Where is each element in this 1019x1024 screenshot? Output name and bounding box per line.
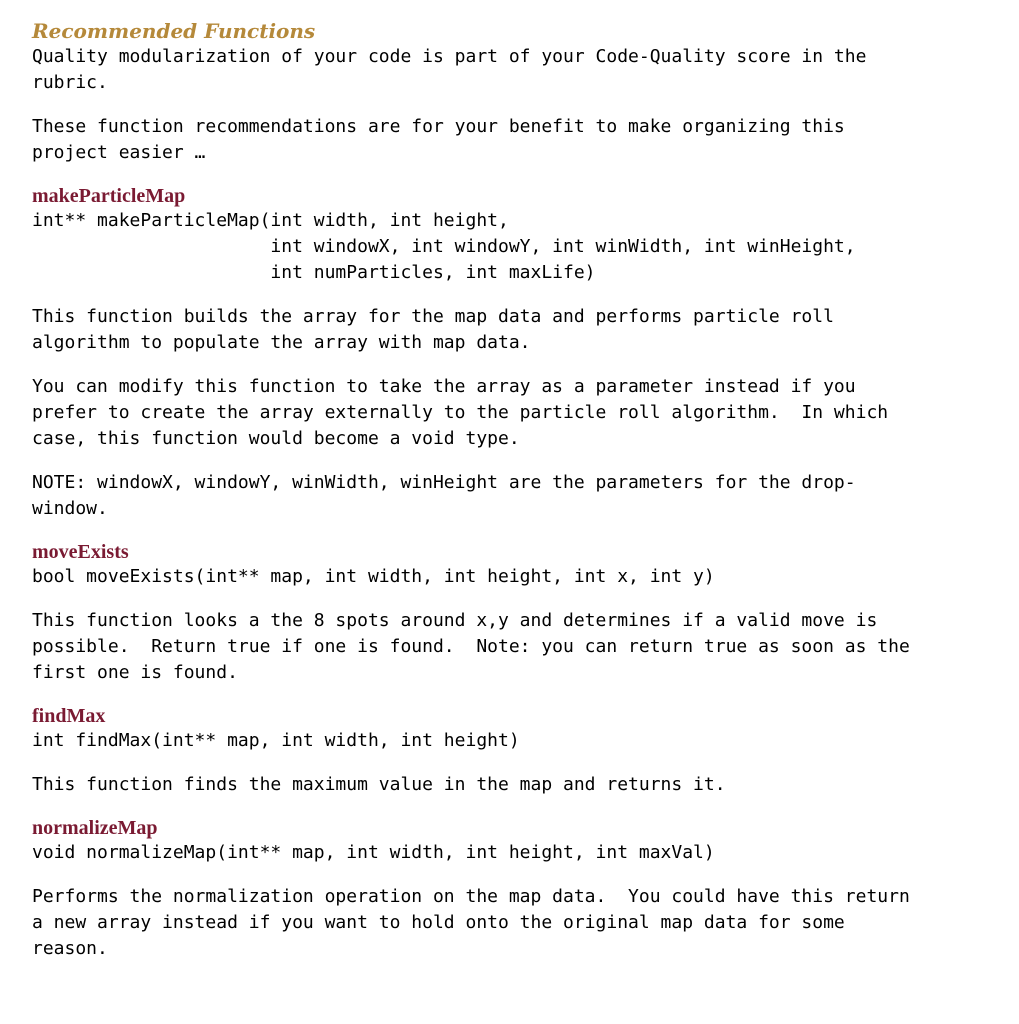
function-description: This function finds the maximum value in the map and returns it. (32, 774, 726, 795)
spacer (32, 522, 992, 540)
function-note: NOTE: windowX, windowY, winWidth, winHeight are the parameters for the drop- window. (32, 472, 856, 519)
spacer (32, 96, 992, 114)
spacer (32, 286, 992, 304)
spacer (32, 798, 992, 816)
function-description: This function looks a the 8 spots around x,y and determines if a valid move is possible. Return true if one is found. Note: you can return true as soon as the first one is found. (32, 610, 910, 683)
function-signature-moveExists: bool moveExists(int** map, int width, int height, int x, int y) (32, 566, 715, 587)
section-title: Recommended Functions (32, 19, 316, 43)
spacer (32, 166, 992, 184)
spacer (32, 866, 992, 884)
function-description: This function builds the array for the map data and performs particle roll algorithm to populate the array with map data. (32, 306, 834, 353)
function-description: You can modify this function to take the array as a parameter instead if you prefer to create the array externally to the particle roll algorithm. In which case, this function would become a void type. (32, 376, 889, 449)
function-signature-normalizeMap: void normalizeMap(int** map, int width, int height, int maxVal) (32, 842, 715, 863)
spacer (32, 686, 992, 704)
function-signature-makeParticleMap: int** makeParticleMap(int width, int height, int windowX, int windowY, int winWidth, int winHeight, int numParticles, int maxLife) (32, 210, 856, 283)
function-heading-makeParticleMap: makeParticleMap (32, 185, 186, 207)
intro-paragraph-2: These function recommendations are for your benefit to make organizing this project easier … (32, 116, 845, 163)
spacer (32, 356, 992, 374)
function-heading-findMax: findMax (32, 705, 106, 727)
spacer (32, 590, 992, 608)
intro-paragraph-1: Quality modularization of your code is part of your Code-Quality score in the rubric. (32, 46, 867, 93)
spacer (32, 452, 992, 470)
document-page (32, 18, 992, 962)
function-description: Performs the normalization operation on the map data. You could have this return a new array instead if you want to hold onto the original map data for some reason. (32, 886, 910, 959)
function-signature-findMax: int findMax(int** map, int width, int height) (32, 730, 520, 751)
function-heading-normalizeMap: normalizeMap (32, 817, 158, 839)
function-heading-moveExists: moveExists (32, 541, 129, 563)
spacer (32, 754, 992, 772)
